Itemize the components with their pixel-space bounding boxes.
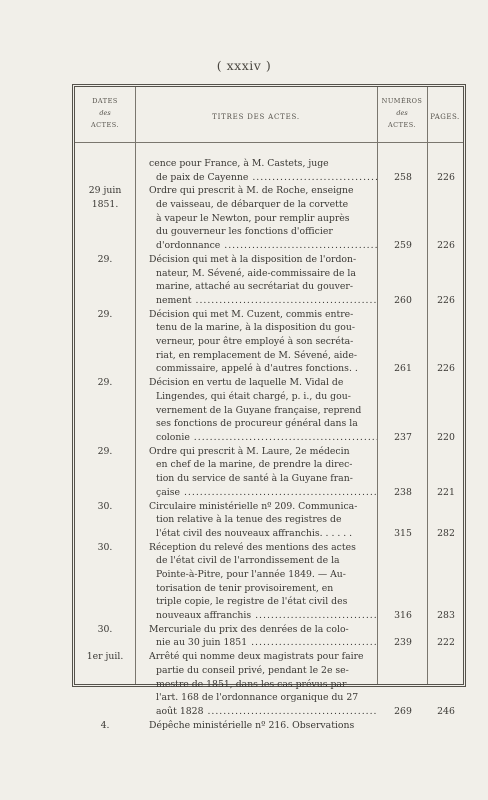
- header-numeros-line: des: [396, 109, 408, 117]
- table-row: [75, 253, 463, 308]
- act-number: 238: [394, 486, 412, 498]
- row-line: [75, 390, 463, 404]
- row-line: [75, 500, 463, 514]
- row-line: [75, 431, 463, 445]
- header-numeros-line: ACTES.: [387, 121, 417, 129]
- act-title-line: Réception du relevé des mentions des actes: [149, 541, 356, 553]
- act-page: 283: [437, 610, 455, 622]
- act-title-line: Circulaire ministérielle nº 209. Communica-: [149, 500, 358, 512]
- act-date: 4.: [100, 719, 110, 731]
- row-line: [75, 349, 463, 363]
- act-title-line: partie du conseil privé, pendant le 2e se-: [156, 664, 349, 676]
- act-title-line: marine, attaché au secrétariat du gouver-: [156, 281, 353, 293]
- act-number: 259: [394, 240, 412, 252]
- act-title-line: commissaire, appelé à d'autres fonctions. .: [156, 363, 358, 375]
- act-title-line: Ordre qui prescrit à M. de Roche, enseigne: [149, 185, 354, 197]
- header-rule: [75, 142, 463, 143]
- act-title-line: Lingendes, qui était chargé, p. i., du gou-: [156, 390, 351, 402]
- header-dates-line: DATES: [92, 97, 118, 105]
- act-page: 246: [437, 705, 455, 717]
- row-line: [75, 171, 463, 185]
- row-line: [75, 308, 463, 322]
- act-title-line: ses fonctions de procureur général dans la: [156, 418, 358, 430]
- header-dates: [75, 95, 135, 131]
- header-titres: TITRES DES ACTES.: [212, 113, 300, 121]
- table-row: [75, 650, 463, 718]
- row-line: [75, 705, 463, 719]
- table-row: [75, 376, 463, 444]
- act-title-line: Mercuriale du prix des denrées de la colo-: [149, 623, 349, 635]
- act-number: 316: [394, 610, 412, 622]
- act-title-line: nie au 30 juin 1851 .....: [156, 636, 377, 650]
- act-title-line: août 1828 .....: [156, 705, 377, 719]
- row-line: [75, 253, 463, 267]
- act-number: 260: [394, 294, 412, 306]
- act-title-line: Ordre qui prescrit à M. Laure, 2e médecin: [149, 445, 350, 457]
- table-row: [75, 623, 463, 650]
- table-row: [75, 157, 463, 184]
- act-number: 258: [394, 171, 412, 183]
- table-row: [75, 719, 463, 733]
- act-number: 237: [394, 431, 412, 443]
- header-numeros-line: NUMÉROS: [381, 97, 423, 105]
- act-title-line: colonie .....: [156, 431, 377, 445]
- act-title-line: tion relative à la tenue des registres de: [156, 514, 342, 526]
- act-page: 221: [437, 486, 455, 498]
- act-date: 29.: [97, 308, 113, 320]
- row-line: [75, 404, 463, 418]
- row-line: [75, 678, 463, 692]
- act-date: 29.: [97, 377, 113, 389]
- act-number: 315: [394, 527, 412, 539]
- act-title-line: tion du service de santé à la Guyane fran-: [156, 473, 353, 485]
- row-line: [75, 664, 463, 678]
- act-title-line: Pointe-à-Pitre, pour l'année 1849. — Au-: [156, 568, 346, 580]
- act-title-line: de vaisseau, de débarquer de la corvette: [156, 199, 349, 211]
- row-line: [75, 157, 463, 171]
- table-row: [75, 308, 463, 376]
- act-title-line: nouveaux affranchis .....: [156, 609, 377, 623]
- table-row: [75, 500, 463, 541]
- act-title-line: riat, en remplacement de M. Sévené, aide-: [156, 349, 357, 361]
- header-numeros: [377, 95, 427, 131]
- row-line: [75, 513, 463, 527]
- act-title-line: Décision qui met M. Cuzent, commis entre-: [149, 308, 354, 320]
- act-page: 226: [437, 363, 455, 375]
- act-title-line: Arrêté qui nomme deux magistrats pour faire: [149, 651, 364, 663]
- row-line: [75, 719, 463, 733]
- act-title-line: Décision en vertu de laquelle M. Vidal de: [149, 377, 344, 389]
- act-title-line: de l'état civil de l'arrondissement de la: [156, 555, 340, 567]
- act-title-line: verneur, pour être employé à son secréta-: [156, 336, 354, 348]
- row-line: [75, 417, 463, 431]
- header-dates-line: ACTES.: [90, 121, 120, 129]
- row-line: [75, 376, 463, 390]
- row-line: [75, 636, 463, 650]
- act-title-line: Dépêche ministérielle nº 216. Observations: [149, 719, 355, 731]
- row-line: [75, 486, 463, 500]
- act-title-line: nement .....: [156, 294, 377, 308]
- row-line: [75, 321, 463, 335]
- act-title-line: d'ordonnance .....: [156, 239, 377, 253]
- act-title-line: tenu de la marine, à la disposition du gou-: [156, 322, 356, 334]
- act-title-line: vernement de la Guyane française, reprend: [156, 404, 362, 416]
- act-page: 226: [437, 240, 455, 252]
- header-dates-line: des: [99, 109, 111, 117]
- act-title-line: l'état civil des nouveaux affranchis. . . . . .: [156, 527, 353, 539]
- act-number: 239: [394, 637, 412, 649]
- header-pages: PAGES.: [430, 113, 460, 121]
- act-title-line: nateur, M. Sévené, aide-commissaire de la: [156, 267, 356, 279]
- act-date: 29.: [97, 253, 113, 265]
- row-line: [75, 595, 463, 609]
- acts-table: [72, 84, 466, 731]
- row-line: [75, 527, 463, 541]
- row-line: [75, 472, 463, 486]
- row-line: [75, 609, 463, 623]
- act-title-line: torisation de tenir provisoirement, en: [156, 582, 334, 594]
- row-line: [75, 267, 463, 281]
- row-line: [75, 568, 463, 582]
- act-title-line: mestre de 1851, dans les cas prévus par: [156, 678, 347, 690]
- act-title-line: triple copie, le registre de l'état civil des: [156, 596, 348, 608]
- row-line: [75, 280, 463, 294]
- act-title-line: de paix de Cayenne .....: [156, 171, 377, 185]
- row-line: [75, 294, 463, 308]
- act-page: 222: [437, 637, 455, 649]
- row-line: [75, 239, 463, 253]
- act-title-line: du gouverneur les fonctions d'officier: [156, 226, 333, 238]
- act-page: 226: [437, 171, 455, 183]
- row-line: [75, 650, 463, 664]
- table-row: [75, 184, 463, 252]
- row-line: [75, 458, 463, 472]
- table-row: [75, 445, 463, 500]
- act-date: 1er juil.: [86, 651, 124, 663]
- act-page: 220: [437, 431, 455, 443]
- row-line: [75, 445, 463, 459]
- row-line: [75, 198, 463, 212]
- act-date: 30.: [97, 500, 113, 512]
- row-line: [75, 554, 463, 568]
- page-number: ( xxxiv ): [216, 58, 272, 73]
- act-page: 226: [437, 294, 455, 306]
- table-row: [75, 541, 463, 623]
- row-line: [75, 335, 463, 349]
- act-date: 29 juin 1851.: [88, 185, 122, 211]
- act-date: 30.: [97, 623, 113, 635]
- act-title-line: cence pour France, à M. Castets, juge: [149, 158, 329, 169]
- row-line: [75, 362, 463, 376]
- act-title-line: en chef de la marine, de prendre la direc-: [156, 459, 353, 471]
- act-number: 261: [394, 363, 412, 375]
- row-line: [75, 623, 463, 637]
- act-title-line: l'art. 168 de l'ordonnance organique du 27: [156, 692, 359, 704]
- act-title-line: çaise .....: [156, 486, 377, 500]
- row-line: [75, 582, 463, 596]
- row-line: [75, 691, 463, 705]
- act-title-line: Décision qui met à la disposition de l'ordon-: [149, 253, 357, 265]
- act-page: 282: [437, 527, 455, 539]
- row-line: [75, 225, 463, 239]
- act-number: 269: [394, 705, 412, 717]
- row-line: [75, 541, 463, 555]
- act-date: 30.: [97, 541, 113, 553]
- row-line: [75, 212, 463, 226]
- act-title-line: à vapeur le Newton, pour remplir auprès: [156, 212, 350, 224]
- act-date: 29.: [97, 445, 113, 457]
